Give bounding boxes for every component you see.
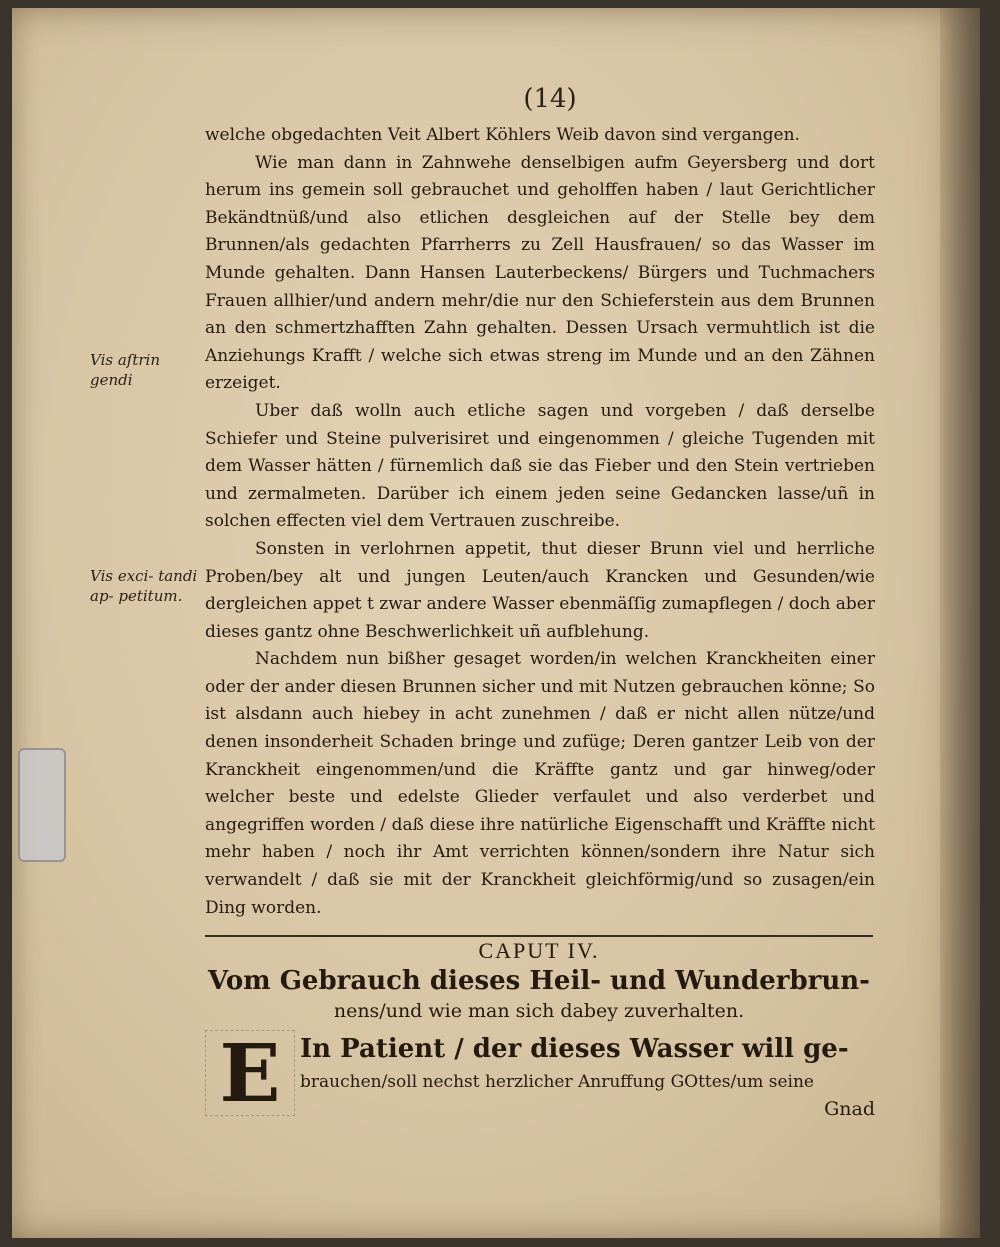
paragraph: Sonsten in verlohrnen appetit, thut dieser Brunn viel und herrliche Proben/bey alt und jungen Leuten/auch Krancken und Gesunden/wie dergleichen appet t zwar andere Wasser ebenmäſſig zumapflegen / doch aber dieses gantz ohne Beschwerlichkeit uñ aufblehung. bbox=[205, 538, 875, 642]
page-number: (14) bbox=[523, 84, 577, 114]
main-text bbox=[205, 122, 875, 922]
page-gutter-shadow bbox=[940, 8, 980, 1238]
catchword: Gnad bbox=[824, 1098, 875, 1120]
paragraph: Wie man dann in Zahnwehe denselbigen aufm Geyersberg und dort herum ins gemein soll gebrauchet und geholffen haben / laut Gerichtlicher Bekändtnüß/und also etlichen desgleichen auf der Stelle bey dem Brunnen/als gedachten Pfarrherrs zu Zell Hausfrauen/ so das Wasser im Munde gehalten. Dann Hansen Lauterbeckens/ Bürgers und Tuchmachers Frauen allhier/und andern mehr/die nur den Schieferstein aus dem Brunnen an den schmertzhafften Zahn gehalten. Dessen Ursach vermuhtlich ist die Anziehungs Krafft / welche sich etwas streng im Munde und an den Zähnen erzeiget. bbox=[205, 152, 875, 394]
paragraph: welche obgedachten Veit Albert Köhlers Weib davon sind vergangen. bbox=[205, 125, 800, 145]
margin-note-astringent: Vis aſtrin gendi bbox=[90, 351, 160, 389]
chapter-title: Vom Gebrauch dieses Heil- und Wunderbrun- bbox=[208, 966, 870, 996]
chapter-second-line: brauchen/soll nechst herzlicher Anruffung GOttes/um seine bbox=[300, 1072, 814, 1092]
paragraph: Nachdem nun bißher gesaget worden/in welchen Kranckheiten einer oder der ander diesen Brunnen sicher und mit Nutzen gebrauchen könne; So ist alsdann auch hiebey in acht zunehmen / daß er nicht allen nütze/und denen insonderheit Schaden bringe und zufüge; Deren gantzer Leib von der Kranckheit eingenommen/und die Kräffte gantz und gar hinweg/oder welcher beste und edelste Glieder verfaulet und also verderbet und angegriffen worden / daß diese ihre natürliche Eigenschafft und Kräffte nicht mehr haben / noch ihr Amt verrichten können/sondern ihre Natur sich verwandelt / daß sie mit der Kranckheit gleichförmig/und so zusagen/ein Ding worden. bbox=[205, 649, 875, 918]
chapter-subtitle: nens/und wie man sich dabey zuverhalten. bbox=[333, 1000, 745, 1022]
chapter-divider bbox=[205, 935, 873, 937]
margin-note-appetite: Vis exci- tandi ap- petitum. bbox=[90, 567, 198, 605]
page-clip bbox=[18, 748, 66, 862]
chapter-lead-line: In Patient / der dieses Wasser will ge- bbox=[300, 1034, 849, 1064]
paragraph: Uber daß wolln auch etliche sagen und vorgeben / daß derselbe Schiefer und Steine pulverisiret und eingenommen / gleiche Tugenden mit dem Wasser hätten / fürnemlich daß sie das Fieber und den Stein vertrieben und zermalmeten. Darüber ich einem jeden seine Gedancken lasse/uñ in solchen effecten viel dem Vertrauen zuschreibe. bbox=[205, 400, 875, 532]
chapter-number: CAPUT IV. bbox=[478, 938, 600, 963]
decorated-initial: E bbox=[205, 1030, 295, 1116]
